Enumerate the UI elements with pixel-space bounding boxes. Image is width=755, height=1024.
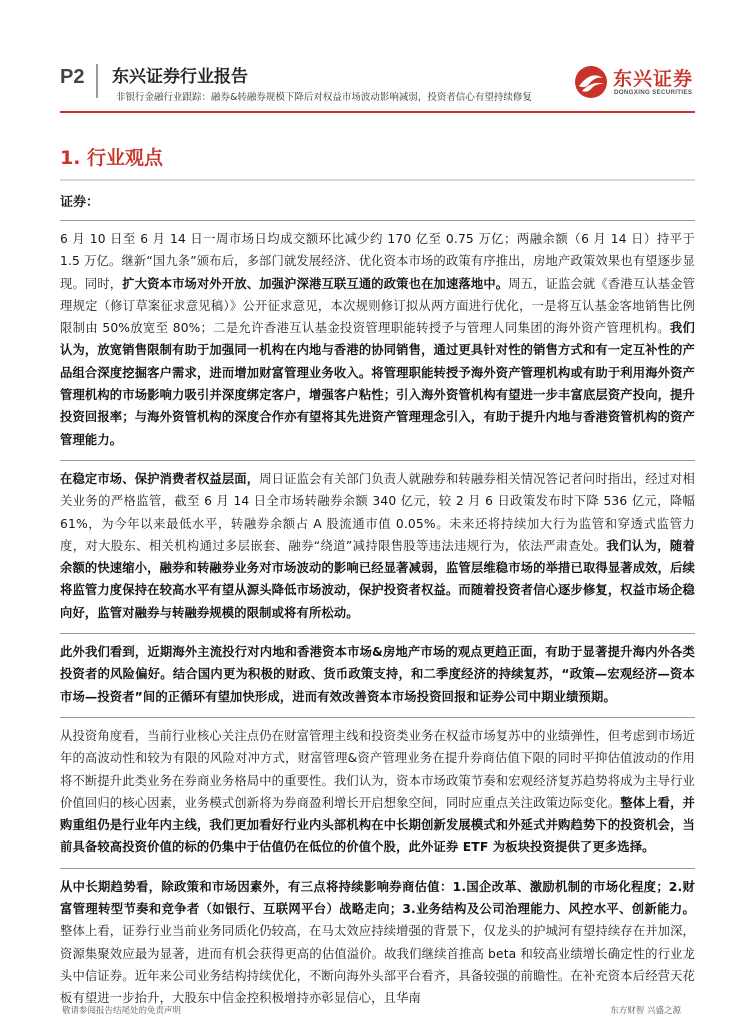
paragraph-run-bold: 扩大资本市场对外开放、加强沪深港互联互通的政策也在加速落地中。 [122, 276, 509, 291]
section-divider [60, 179, 695, 181]
page-header [0, 0, 755, 110]
page-number: P2 [60, 66, 85, 88]
paragraph-2 [60, 468, 695, 624]
logo-name-cn: 东兴证券 [613, 68, 694, 90]
paragraph-5 [60, 876, 695, 1010]
paragraph-run-bold: 整体上看，并购重组仍是行业年内主线，我们更加看好行业内头部机构在中长期创新发展模式和外延式并购趋势下的投资机会，当前具备较高投资价值的标的仍集中于估值仍在低位的价值个股，此外证券 ETF 为板块投资提供了更多选择。 [60, 795, 695, 855]
company-logo [573, 60, 703, 104]
paragraph-divider [60, 460, 695, 461]
paragraph-run-bold: 此外我们看到，近期海外主流投行对内地和香港资本市场&房地产市场的观点更趋正面，有助于显著提升海内外各类投资者的风险偏好。结合国内更为积极的财政、货币政策支持，和二季度经济的持续复苏，“政策—宏观经济—资本市场—投资者”间的正循环有望加快形成，进而有效改善资本市场投资回报和证券公司中期业绩预期。 [60, 645, 695, 704]
paragraph-run: 从投资角度看，当前行业核心关注点仍在财富管理主线和投资类业务在权益市场复苏中的业绩弹性，但考虑到市场近年的高波动性和较为有限的风险对冲方式，财富管理&资产管理业务在提升券商估值下限的同时平抑估值波动的作用将不断提升此类业务在券商业务格局中的重要性。我们认为，资本市场政策节奏和宏观经济复苏趋势将成为主导行业价值回归的核心因素，业务模式创新将为券商盈利增长开启想象空间，同时应重点关注政策边际变化。 [60, 728, 695, 810]
paragraph-run-bold: 我们认为，放宽销售限制有助于加强同一机构在内地与香港的协同销售，通过更具针对性的销售方式和有一定互补性的产品组合深度挖掘客户需求，进而增加财富管理业务收入。将管理职能转授予海外资产管理机构或有助于利用海外资产管理机构的市场影响力吸引并深度绑定客户，增强客户粘性；引入海外资管机构有望进一步丰富底层资产投向，提升投资回报率；与海外资管机构的深度合作亦有望将其先进资产管理理念引入，有助于提升内地与香港资管机构的资产管理能力。 [60, 321, 695, 447]
paragraph-run: 整体上看，证券行业当前业务同质化仍较高，在马太效应持续增强的背景下，仅龙头的护城河有望持续存在并加深，资源集聚效应最为显著，进而有机会获得更高的估值溢价。故我们继续首推高 beta 和较高业绩增长确定性的行业龙头中信证券。近年来公司业务结构持续优化，不断向海外头部平台看齐，具备较强的前瞻性。在补充资本后经营天花板有望进一步抬升，大股东中信金控积极增持亦彰显信心，且华南 [60, 924, 695, 1006]
paragraph-1 [60, 228, 695, 451]
paragraph-divider [60, 717, 695, 718]
paragraph-run-bold: 在稳定市场、保护消费者权益层面， [60, 471, 260, 486]
securities-label: 证券： [60, 195, 100, 210]
header-rule [60, 111, 695, 113]
report-title: 东兴证券行业报告 [112, 67, 248, 87]
section-title: 1. 行业观点 [60, 147, 164, 169]
paragraph-run: 6 月 10 日至 6 月 14 日一周市场日均成交额环比减少约 170 亿至 0.75 万亿；两融余额（6 月 14 日）持平于 1.5 万亿。继新“国九条”颁布后，多部门就发展经济、优化资本市场的政策有序推出，房地产政策效果也有望逐步显现。同时， [60, 232, 695, 291]
header-divider [96, 64, 98, 98]
paragraph-divider [60, 633, 695, 634]
paragraph-4 [60, 725, 695, 859]
paragraph-run-bold: 我们认为，随着余额的快速缩小，融券和转融券业务对市场波动的影响已经显著减弱，监管层维稳市场的举措已取得显著成效，后续将监管力度保持在较高水平有望从源头降低市场波动，保护投资者权益。而随着投资者信心逐步修复，权益市场企稳向好，监管对融券与转融券规模的限制或将有所松动。 [60, 538, 695, 620]
report-body [60, 192, 695, 1019]
paragraph-run: 周日证监会有关部门负责人就融券和转融券相关情况答记者问时指出，经过对相关业务的严格监管，截至 6 月 14 日全市场转融券余额 340 亿元，较 2 月 6 日政策发布时下降 536 亿元，降幅 61%，为今年以来最低水平，转融券余额占 A 股流通市值 0.05%。未来还将持续加大行为监管和穿透式监管力度，对大股东、相关机构通过多层嵌套、融券“绕道”减持限售股等违法违规行为，依法严肃查处。 [60, 471, 695, 553]
disclaimer-note: 敬请参阅报告结尾处的免责声明 [62, 1006, 182, 1016]
label-underline [60, 220, 695, 221]
paragraph-divider [60, 868, 695, 869]
company-slogan: 东方财智 兴盛之源 [610, 1006, 681, 1016]
paragraph-3 [60, 641, 695, 708]
dongxing-logo-mark-icon [573, 64, 609, 100]
paragraph-run: 周五，证监会就《香港互认基金管理规定（修订草案征求意见稿）》公开征求意见，本次规则修订拟从两方面进行优化，一是将互认基金客地销售比例限制由 50%放宽至 80%；二是允许香港互认基金投资管理职能转授予与管理人同集团的海外资产管理机构。 [60, 276, 695, 336]
report-subtitle: 非银行金融行业跟踪：融券&转融券规模下降后对权益市场波动影响减弱，投资者信心有望持续修复 [116, 92, 532, 103]
paragraph-run-bold: 从中长期趋势看，除政策和市场因素外，有三点将持续影响券商估值：1.国企改革、激励机制的市场化程度；2.财富管理转型节奏和竞争者（如银行、互联网平台）战略走向；3.业务结构及公司治理能力、风控水平、创新能力。 [60, 879, 695, 917]
logo-name-en: DONGXING SECURITIES [614, 89, 693, 96]
